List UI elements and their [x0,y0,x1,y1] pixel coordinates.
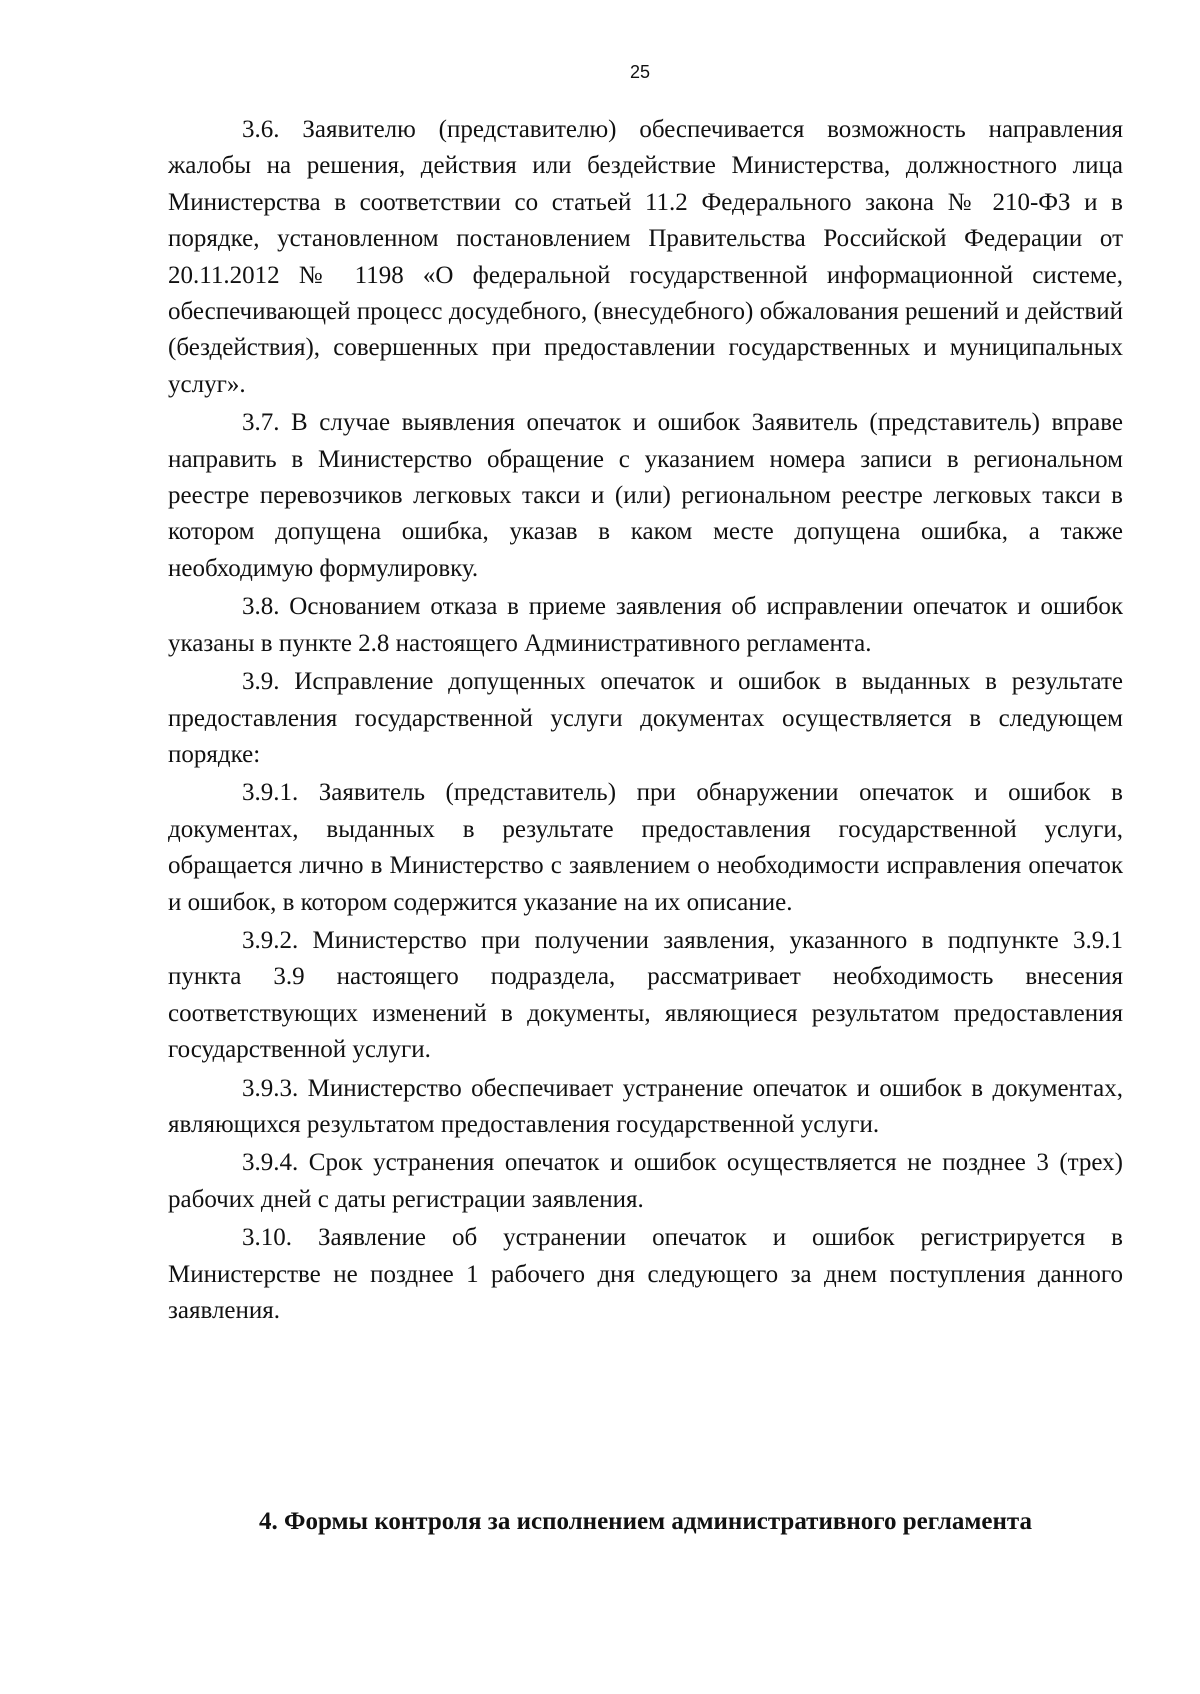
section-heading: 4. Формы контроля за исполнением административного регламента [259,1508,1032,1535]
paragraph-3-6: 3.6. Заявителю (представителю) обеспечивается возможность направления жалобы на решения, действия или бездействие Министерства, должностного лица Министерства в соответствии со статьей 11.2 Федерального закона № 210-ФЗ и в порядке, установленном постановлением Правительства Российской Федерации от 20.11.2012 № 1198 «О федеральной государственной информационной системе, обеспечивающей процесс досудебного, (внесудебного) обжалования решений и действий (бездействия), совершенных при предоставлении государственных и муниципальных услуг». [168,116,1123,398]
paragraph-3-9-3: 3.9.3. Министерство обеспечивает устранение опечаток и ошибок в документах, являющихся результатом предоставления государственной услуги. [168,1074,1123,1138]
page-number: 25 [629,62,651,82]
paragraph-3-10: 3.10. Заявление об устранении опечаток и ошибок регистрируется в Министерстве не позднее 1 рабочего дня следующего за днем поступления данного заявления. [168,1224,1123,1324]
body-text [168,112,1123,1331]
paragraph-3-9-1: 3.9.1. Заявитель (представитель) при обнаружении опечаток и ошибок в документах, выданных в результате предоставления государственной услуги, обращается лично в Министерство с заявлением о необходимости исправления опечаток и ошибок, в котором содержится указание на их описание. [168,779,1123,916]
paragraph-3-9: 3.9. Исправление допущенных опечаток и ошибок в выданных в результате предоставления государственной услуги документах осуществляется в следующем порядке: [168,668,1123,768]
paragraph-3-9-4: 3.9.4. Срок устранения опечаток и ошибок осуществляется не позднее 3 (трех) рабочих дней с даты регистрации заявления. [168,1149,1123,1213]
paragraph-3-9-2: 3.9.2. Министерство при получении заявления, указанного в подпункте 3.9.1 пункта 3.9 настоящего подраздела, рассматривает необходимость внесения соответствующих изменений в документы, являющиеся результатом предоставления государственной услуги. [168,926,1123,1064]
paragraph-3-8: 3.8. Основанием отказа в приеме заявления об исправлении опечаток и ошибок указаны в пункте 2.8 настоящего Административного регламента. [168,593,1123,657]
paragraph-3-7: 3.7. В случае выявления опечаток и ошибок Заявитель (представитель) вправе направить в Министерство обращение с указанием номера записи в региональном реестре перевозчиков легковых такси и (или) региональном реестре легковых такси в котором допущена ошибка, указав в каком месте допущена ошибка, а также необходимую формулировку. [168,409,1123,582]
